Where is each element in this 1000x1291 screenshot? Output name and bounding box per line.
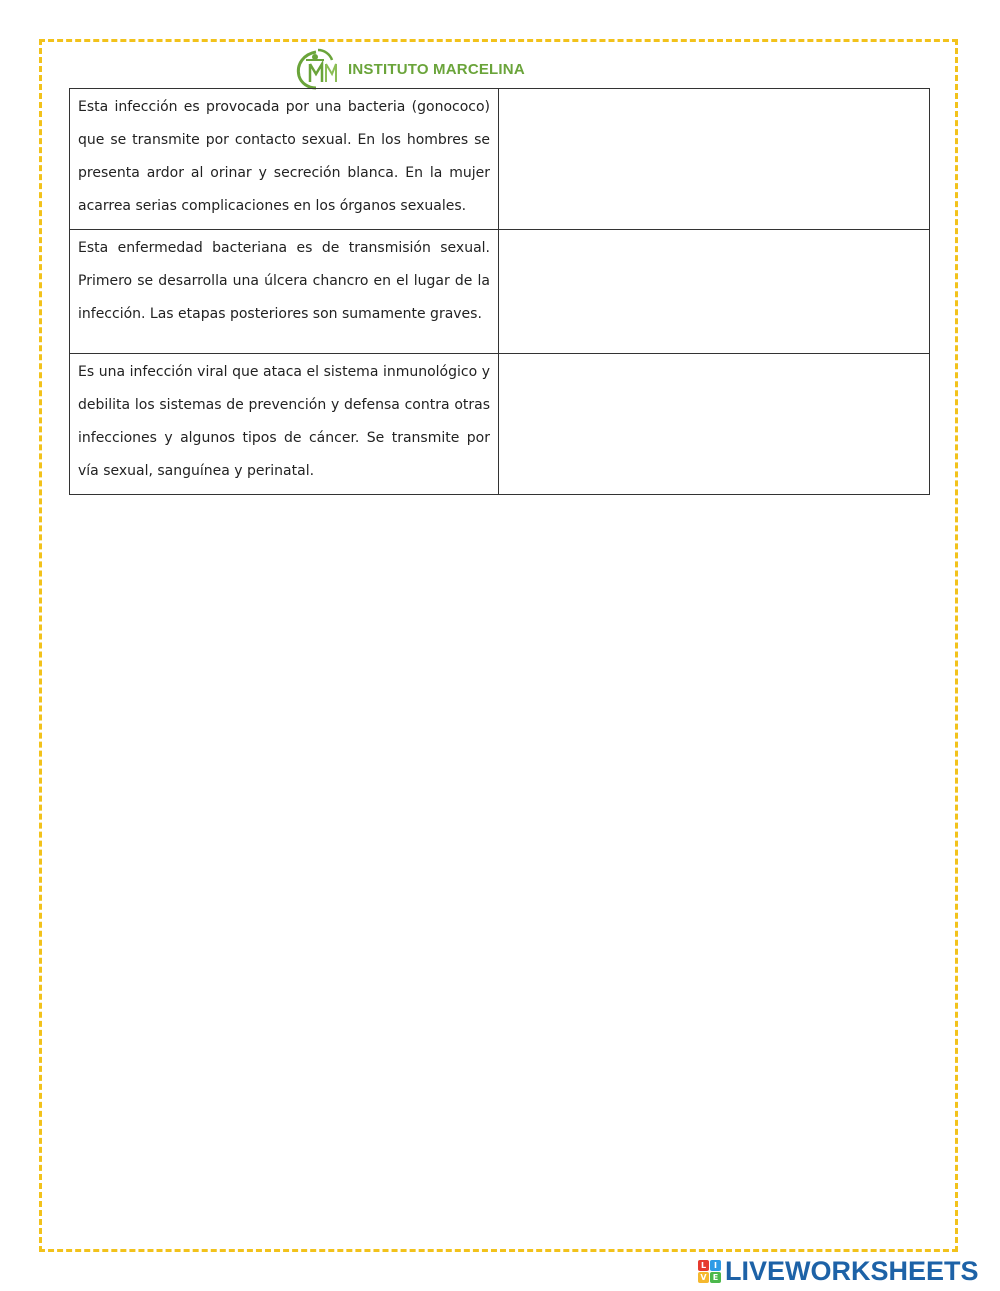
description-cell: Es una infección viral que ataca el sistema inmunológico y debilita los sistemas de prevención y defensa contra otras infecciones y algunos tipos de cáncer. Se transmite por vía sexual, sanguínea y perinatal. (70, 354, 499, 495)
answer-input[interactable] (507, 232, 921, 347)
instituto-marcelina-logo (294, 48, 338, 90)
answer-cell[interactable] (499, 354, 930, 495)
worksheet-table (69, 88, 930, 495)
table-row (70, 89, 930, 230)
school-name: INSTITUTO MARCELINA (348, 60, 525, 78)
answer-cell[interactable] (499, 230, 930, 354)
table-row (70, 354, 930, 495)
brand-cubes-icon (698, 1260, 721, 1283)
brand-name: LIVEWORKSHEETS (725, 1256, 979, 1286)
description-cell: Esta enfermedad bacteriana es de transmisión sexual. Primero se desarrolla una úlcera chancro en el lugar de la infección. Las etapas posteriores son sumamente graves. (70, 230, 499, 354)
liveworksheets-brand[interactable] (698, 1258, 979, 1284)
table-row (70, 230, 930, 354)
answer-input[interactable] (507, 91, 921, 223)
answer-input[interactable] (507, 356, 921, 488)
brand-cube: E (710, 1272, 721, 1283)
answer-cell[interactable] (499, 89, 930, 230)
brand-cube: V (698, 1272, 709, 1283)
brand-cube: L (698, 1260, 709, 1271)
brand-cube: I (710, 1260, 721, 1271)
school-header (294, 48, 525, 90)
description-cell: Esta infección es provocada por una bacteria (gonococo) que se transmite por contacto sexual. En los hombres se presenta ardor al orinar y secreción blanca. En la mujer acarrea serias complicaciones en los órganos sexuales. (70, 89, 499, 230)
